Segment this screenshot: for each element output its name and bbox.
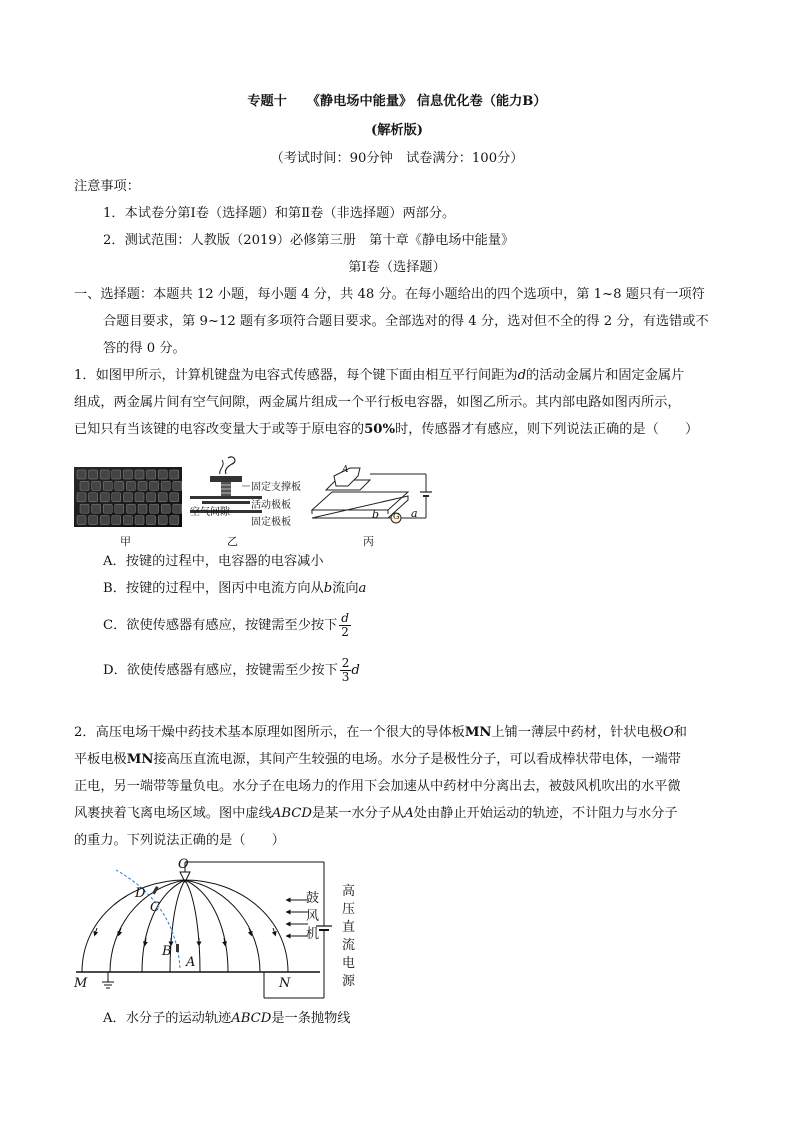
label-electrode-O: O: [178, 857, 189, 872]
label-plate-M: M: [74, 976, 88, 991]
keyboard-key: [138, 481, 147, 490]
keyboard-key: [100, 470, 109, 479]
label-blower-char: 机: [306, 927, 320, 942]
notes-heading: 注意事项：: [74, 179, 140, 194]
q2-text: 风裹挟着飞离电场区域。图中虚线: [74, 806, 272, 821]
label-blower: [306, 890, 320, 944]
keyboard-key: [112, 470, 121, 479]
keyboard-key: [92, 481, 101, 490]
section-intro-line-2: 合题目要求，第 9~12 题有多项符合题目要求。全部选对的得 4 分，选对但不全的得 2 分，有选错或不: [103, 314, 709, 329]
q1-option-d: [103, 655, 360, 687]
q2-text: 处由静止开始运动的轨迹，不计阻力与水分子: [413, 806, 678, 821]
label-point-B: B: [162, 944, 172, 959]
electric-field-diagram: [70, 858, 370, 1000]
keyboard-key: [170, 493, 179, 502]
notes-item-2: 2．测试范围：人教版（2019）必修第三册 第十章《静电场中能量》: [103, 233, 515, 248]
q2-option-a-text: A．水分子的运动轨迹: [103, 1011, 232, 1026]
keyboard-key: [147, 493, 156, 502]
keyboard-key: [135, 516, 144, 525]
q1-text: 已知只有当该键的电容改变量大于或等于原电容的: [74, 422, 365, 437]
q2-stem-line-3: 正电，另一端带等量负电。水分子在电场力的作用下会加速从中药材中分离出去，被鼓风机吹出的水平微: [74, 779, 681, 794]
q2-text: 和: [673, 725, 687, 740]
q1-text: 的活动金属片和固定金属片: [526, 368, 685, 383]
q2-var-abcd: ABCD: [271, 806, 312, 821]
keyboard-key: [80, 504, 89, 513]
q1-option-b-text: 流向: [332, 581, 359, 596]
keyboard-key: [89, 516, 98, 525]
q1-option-a: A．按键的过程中，电容器的电容减小: [103, 554, 324, 569]
label-blower-char: 风: [306, 909, 320, 924]
keyboard-key: [80, 481, 89, 490]
exam-info: （考试时间：90分钟 试卷满分：100分）: [270, 151, 524, 166]
q2-option-a: [103, 1010, 350, 1028]
caption-yi: 乙: [227, 535, 238, 548]
label-galvanometer: G: [393, 512, 400, 521]
label-support-plate: 固定支撑板: [251, 482, 301, 493]
q1-option-b: [103, 580, 366, 598]
fraction-numerator: d: [341, 611, 349, 625]
q1-option-c: [103, 610, 351, 642]
fraction-denominator: 2: [341, 625, 349, 639]
q2-var-a: A: [404, 806, 414, 821]
keyboard-key: [150, 504, 159, 513]
keyboard-key: [173, 504, 182, 513]
q1-option-b-var: a: [358, 581, 367, 596]
keyboard-key: [77, 470, 86, 479]
fraction-numerator: 2: [341, 656, 350, 670]
keyboard-key: [77, 516, 86, 525]
label-circuit-A: A: [342, 465, 349, 475]
keyboard-key: [126, 504, 135, 513]
q2-stem-line-1: [74, 724, 687, 742]
label-power-char: 高: [342, 884, 356, 899]
q1-option-d-text: D．欲使传感器有感应，按键需至少按下: [103, 663, 338, 678]
label-power-char: 流: [342, 938, 356, 953]
q1-text: 1．如图甲所示，计算机键盘为电容式传感器，每个键下面由相互平行间距为: [74, 368, 518, 383]
keyboard-key: [126, 481, 135, 490]
keyboard-photo: [74, 467, 182, 527]
fraction-d-over-2: [339, 612, 351, 639]
label-point-C: C: [150, 900, 160, 915]
section-intro-line-3: 答的得 0 分。: [103, 341, 186, 356]
keyboard-key: [150, 481, 159, 490]
q1-stem-line-3: [74, 421, 698, 439]
keyboard-key: [103, 504, 112, 513]
section-intro-line-1: 一、选择题：本题共 12 小题，每小题 4 分，共 48 分。在每小题给出的四个选项中，第 1~8 题只有一项符: [74, 287, 705, 302]
keyboard-key: [100, 516, 109, 525]
q2-var-o: O: [662, 725, 674, 740]
q2-text: 是某一水分子从: [311, 806, 405, 821]
keyboard-key: [89, 470, 98, 479]
q1-option-b-text: B．按键的过程中，图丙中电流方向从: [103, 581, 324, 596]
keyboard-key: [89, 493, 98, 502]
q2-option-a-var: ABCD: [231, 1011, 272, 1026]
keyboard-key: [92, 504, 101, 513]
keyboard-key: [158, 516, 167, 525]
keyboard-key: [161, 504, 170, 513]
caption-jia: 甲: [120, 535, 131, 548]
label-power-char: 压: [342, 902, 356, 917]
q2-stem-line-2: [74, 751, 681, 769]
fraction-2-over-3: [340, 657, 352, 684]
keyboard-key: [135, 470, 144, 479]
section-title: 第Ⅰ卷（选择题）: [348, 260, 446, 275]
label-power-char: 电: [342, 956, 356, 971]
keyboard-key: [135, 493, 144, 502]
label-point-A: A: [186, 955, 196, 970]
keyboard-key: [115, 481, 124, 490]
keyboard-key: [115, 504, 124, 513]
keyboard-key: [147, 516, 156, 525]
q2-text: 上铺一薄层中药材，针状电极: [491, 725, 663, 740]
q2-stem-line-5: 的重力。下列说法正确的是（ ）: [74, 833, 285, 848]
q1-option-d-var: d: [351, 663, 360, 678]
fraction-denominator: 3: [341, 670, 350, 684]
keyboard-key: [170, 516, 179, 525]
q1-option-c-text: C．欲使传感器有感应，按键需至少按下: [103, 618, 338, 633]
page-subtitle: (解析版): [370, 123, 424, 138]
label-active-plate: 活动极板: [251, 500, 291, 511]
label-plate-N: N: [279, 976, 291, 991]
q1-var-d: d: [517, 368, 527, 383]
keyboard-key: [158, 493, 167, 502]
label-circuit-a: a: [411, 507, 418, 520]
keyboard-key: [103, 481, 112, 490]
notes-item-1: 1．本试卷分第Ⅰ卷（选择题）和第Ⅱ卷（非选择题）两部分。: [103, 206, 456, 221]
q1-text: 时，传感器才有感应，则下列说法正确的是（ ）: [395, 422, 699, 437]
keyboard-key: [100, 493, 109, 502]
caption-bing: 丙: [363, 535, 374, 548]
keyboard-key: [123, 516, 132, 525]
label-power-supply: [342, 883, 356, 991]
keyboard-key: [123, 493, 132, 502]
page-title: 专题十 《静电场中能量》 信息优化卷（能力B）: [247, 94, 547, 109]
keyboard-key: [161, 481, 170, 490]
label-air-gap: 空气间隙: [190, 507, 230, 518]
keyboard-key: [173, 481, 182, 490]
q2-text: 平板电极: [74, 752, 127, 767]
label-blower-char: 鼓: [306, 891, 320, 906]
keyboard-key: [138, 504, 147, 513]
keyboard-key: [158, 470, 167, 479]
label-fixed-plate: 固定极板: [251, 517, 291, 528]
keyboard-key: [112, 516, 121, 525]
q2-option-a-text: 是一条抛物线: [271, 1011, 351, 1026]
q2-stem-line-4: [74, 805, 678, 823]
keyboard-key: [147, 470, 156, 479]
label-point-D: D: [135, 886, 146, 901]
q2-var-mn: MN: [464, 725, 492, 740]
q2-var-mn: MN: [126, 752, 154, 767]
q1-stem-line-2: 组成，两金属片间有空气间隙，两金属片组成一个平行板电容器，如图乙所示。其内部电路如图丙所示，: [74, 395, 681, 410]
label-power-char: 直: [342, 920, 356, 935]
q1-stem-line-1: [74, 367, 684, 385]
keyboard-key: [170, 470, 179, 479]
q2-text: 2．高压电场干燥中药技术基本原理如图所示，在一个很大的导体板: [74, 725, 465, 740]
q1-percent: 50%: [364, 422, 396, 437]
q1-option-b-var: b: [323, 581, 333, 596]
label-circuit-b: b: [372, 508, 380, 521]
q2-text: 接高压直流电源，其间产生较强的电场。水分子是极性分子，可以看成棒状带电体，一端带: [153, 752, 681, 767]
keyboard-key: [123, 470, 132, 479]
label-power-char: 源: [342, 974, 356, 989]
keyboard-key: [112, 493, 121, 502]
keyboard-key: [77, 493, 86, 502]
